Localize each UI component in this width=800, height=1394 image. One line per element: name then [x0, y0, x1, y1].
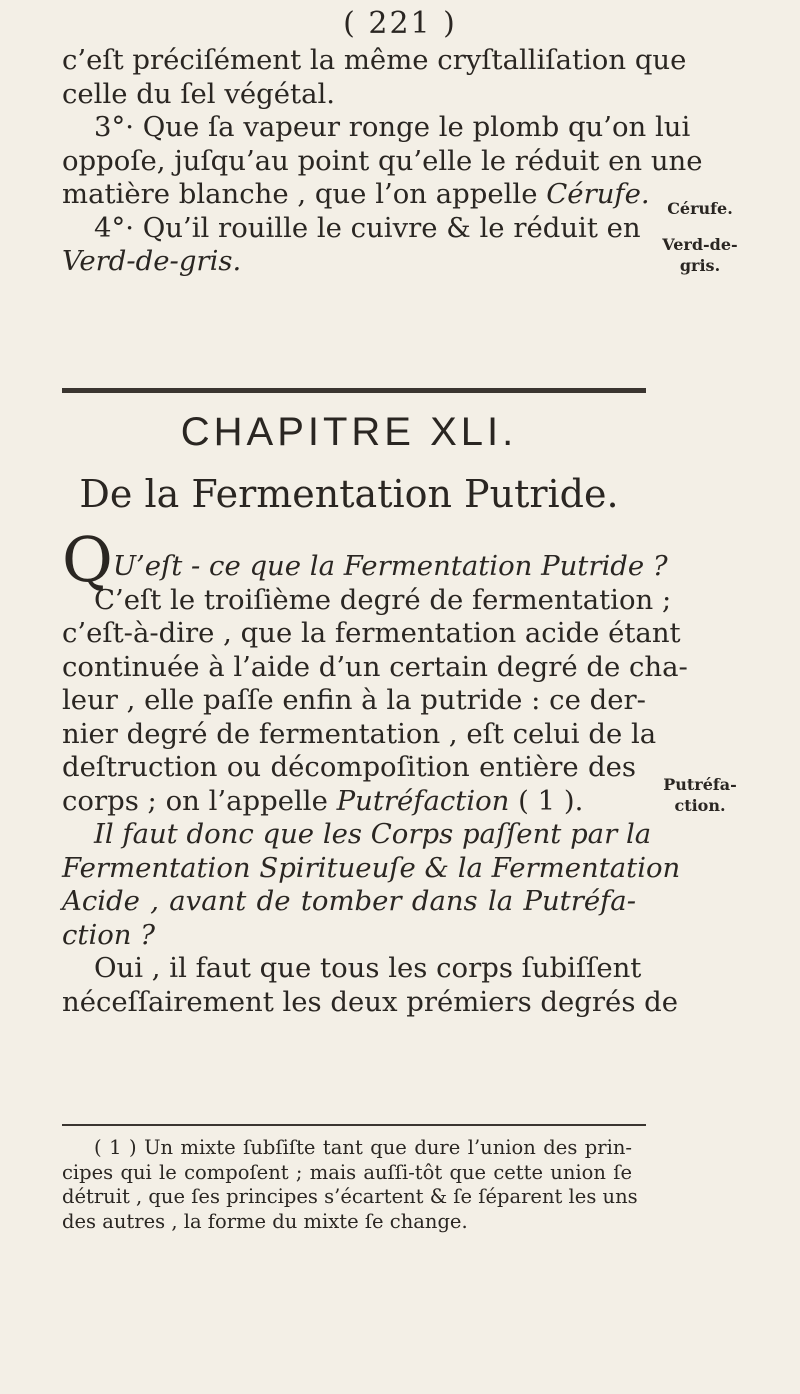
text-line: deſtruction ou décompoſition entière des: [62, 751, 636, 783]
page-number: ( 221 ): [343, 6, 457, 41]
text-line: nier degré de fermentation , eſt celui de la: [62, 717, 657, 750]
text-line: néceſſairement les deux prémiers degrés de: [62, 985, 679, 1018]
text-line: continuée à l’aide d’un certain degré de cha-: [62, 650, 688, 683]
text-line: corps ; on l’appelle Putréfaction ( 1 ).: [62, 784, 584, 817]
text-line: oppoſe, juſqu’au point qu’elle le réduit en une: [62, 144, 703, 177]
italic-term: Putréfaction: [336, 784, 510, 817]
chapter-body: [62, 523, 688, 1019]
question-line: QU’eſt - ce que la Fermentation Putride ?: [62, 523, 668, 596]
text-line: 4°· Qu’il rouille le cuivre & le réduit en: [94, 211, 641, 244]
drop-cap: Q: [62, 523, 113, 596]
margin-note-putrefaction: Putréfa- ction.: [663, 775, 737, 815]
chapter-heading: CHAPITRE XLI.: [180, 410, 518, 454]
text-line: c’eſt préciſément la même cryſtalliſation que: [62, 44, 687, 76]
text-line: Oui , il faut que tous les corps ſubiſſent: [94, 952, 642, 984]
text-line: celle du ſel végétal.: [62, 77, 335, 110]
question-line: ction ?: [62, 918, 156, 951]
question-line: Fermentation Spiritueuſe & la Fermentation: [62, 851, 681, 884]
footnote-ref: ( 1 ).: [518, 784, 584, 817]
top-text-block: [62, 44, 703, 279]
text-line: leur , elle paſſe enfin à la putride : ce der-: [62, 684, 646, 716]
margin-note-cerufe: Cérufe.: [667, 199, 733, 218]
chapter-divider-rule: [62, 388, 646, 393]
chapter-title: De la Fermentation Putride.: [79, 472, 619, 516]
footnote-line: des autres , la forme du mixte ſe change.: [62, 1209, 468, 1233]
text-line: matière blanche , que l’on appelle Cérufe.: [62, 178, 650, 210]
footnote-line: cipes qui le compoſent ; mais auſſi-tôt que cette union ſe: [62, 1160, 632, 1184]
footnote: [62, 1136, 638, 1234]
italic-term: Cérufe.: [546, 178, 650, 210]
question-line: Il faut donc que les Corps paſſent par la: [94, 818, 652, 850]
footnote-rule: [62, 1124, 646, 1126]
text-line: c’eſt-à-dire , que la fermentation acide étant: [62, 617, 681, 649]
text-line: C’eſt le troiſième degré de fermentation ;: [94, 583, 672, 616]
text-line: 3°· Que ſa vapeur ronge le plomb qu’on lui: [94, 111, 691, 143]
italic-term: Verd-de-gris.: [62, 245, 242, 277]
question-line: Acide , avant de tomber dans la Putréfa-: [62, 885, 636, 917]
footnote-line: ( 1 ) Un mixte ſubſiſte tant que dure l’union des prin-: [94, 1136, 632, 1159]
footnote-line: détruit , que ſes principes s’écartent & ſe ſéparent les uns: [62, 1185, 638, 1208]
margin-note-verd-de-gris: Verd-de- gris.: [662, 235, 738, 275]
